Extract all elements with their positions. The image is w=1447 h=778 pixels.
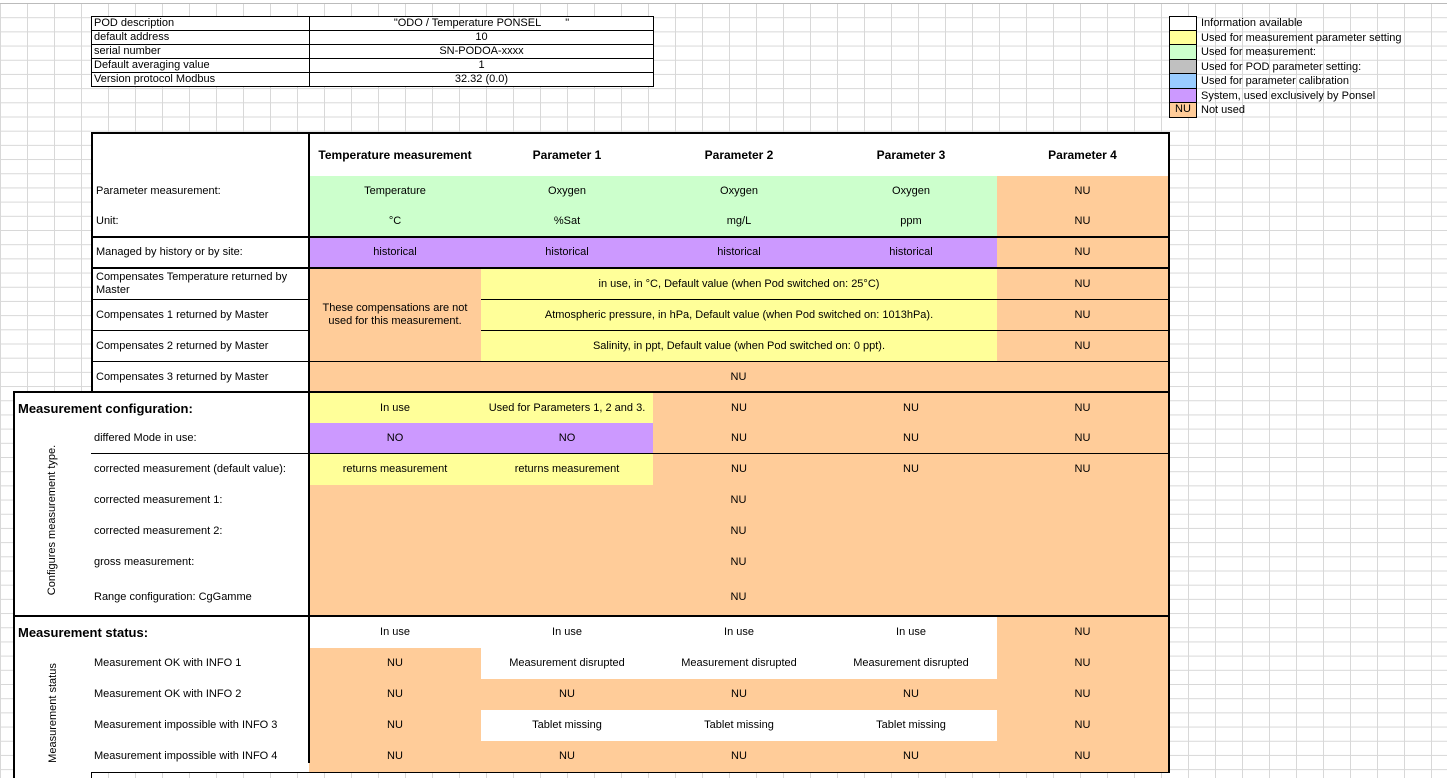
cell-param-measurement[interactable]: Oxygen xyxy=(481,176,654,207)
legend-item xyxy=(1169,16,1402,31)
cell-param-measurement[interactable]: Oxygen xyxy=(653,176,826,207)
row-label-corrected-2[interactable]: corrected measurement 2: xyxy=(91,516,310,548)
legend-swatch[interactable]: NU xyxy=(1169,103,1197,118)
cell-corrected-default[interactable]: NU xyxy=(825,454,998,486)
cell-managed[interactable]: historical xyxy=(825,238,998,269)
info-key[interactable]: POD description xyxy=(92,17,310,31)
cell-gross-measurement[interactable]: NU xyxy=(309,547,1170,579)
cell-info-1[interactable]: Measurement disrupted xyxy=(481,648,654,680)
legend-item xyxy=(1169,45,1402,60)
cell-compensates-3[interactable]: NU xyxy=(309,362,1170,393)
legend-label[interactable]: Used for measurement: xyxy=(1201,46,1316,59)
cell-info-4[interactable]: NU xyxy=(997,741,1170,773)
legend-item xyxy=(1169,89,1402,104)
legend-label[interactable]: Used for parameter calibration xyxy=(1201,75,1349,88)
cell-info-2[interactable]: NU xyxy=(481,679,654,711)
row-label-info-4[interactable]: Measurement impossible with INFO 4 xyxy=(91,741,310,773)
cell-compensates-1[interactable]: Atmospheric pressure, in hPa, Default value (when Pod switched on: 1013hPa). xyxy=(481,300,998,331)
column-divider xyxy=(308,132,310,394)
legend-item xyxy=(1169,74,1402,89)
info-key[interactable]: default address xyxy=(92,31,310,45)
cell-info-2[interactable]: NU xyxy=(309,679,482,711)
legend-item xyxy=(1169,103,1402,118)
cell-corrected-1[interactable]: NU xyxy=(309,485,1170,517)
cell-unit[interactable]: ppm xyxy=(825,206,998,238)
cell-compensates-temperature-p4[interactable]: NU xyxy=(997,269,1170,300)
row-label-differed-mode[interactable]: differed Mode in use: xyxy=(91,423,310,454)
cell-differed-mode[interactable]: NU xyxy=(653,423,826,454)
header-corner[interactable] xyxy=(91,132,310,177)
cell-info-4[interactable]: NU xyxy=(825,741,998,773)
cell-status[interactable]: In use xyxy=(653,617,826,649)
cell-unit[interactable]: %Sat xyxy=(481,206,654,238)
cell-corrected-default[interactable]: returns measurement xyxy=(481,454,654,486)
cell-config[interactable]: NU xyxy=(653,393,826,424)
row-label-info-3[interactable]: Measurement impossible with INFO 3 xyxy=(91,710,310,742)
column-header-temperature[interactable]: Temperature measurement xyxy=(309,132,482,177)
column-header-parameter-2[interactable]: Parameter 2 xyxy=(653,132,826,177)
cell-corrected-default[interactable]: NU xyxy=(653,454,826,486)
cell-compensates-2[interactable]: Salinity, in ppt, Default value (when Pod switched on: 0 ppt). xyxy=(481,331,998,362)
cell-config[interactable]: Used for Parameters 1, 2 and 3. xyxy=(481,393,654,424)
cell-unit[interactable]: mg/L xyxy=(653,206,826,238)
row-label-info-1[interactable]: Measurement OK with INFO 1 xyxy=(91,648,310,680)
info-row xyxy=(92,73,654,87)
column-header-parameter-3[interactable]: Parameter 3 xyxy=(825,132,998,177)
cell-status[interactable]: In use xyxy=(309,617,482,649)
row-label-compensates-2[interactable]: Compensates 2 returned by Master xyxy=(91,331,310,362)
cell-param-measurement[interactable]: Temperature xyxy=(309,176,482,207)
group-label-text: Configures measurement type. xyxy=(46,444,59,596)
legend-swatch[interactable] xyxy=(1169,31,1197,46)
legend-label[interactable]: Information available xyxy=(1201,17,1303,30)
cell-info-4[interactable]: NU xyxy=(481,741,654,773)
cell-info-2[interactable]: NU xyxy=(997,679,1170,711)
cell-info-2[interactable]: NU xyxy=(653,679,826,711)
info-key[interactable]: Default averaging value xyxy=(92,59,310,73)
cell-managed[interactable]: historical xyxy=(653,238,826,269)
legend-swatch[interactable] xyxy=(1169,16,1197,31)
cell-info-2[interactable]: NU xyxy=(825,679,998,711)
row-label-corrected-default[interactable]: corrected measurement (default value): xyxy=(91,454,310,486)
cell-info-1[interactable]: NU xyxy=(309,648,482,680)
cell-info-1[interactable]: NU xyxy=(997,648,1170,680)
column-header-parameter-1[interactable]: Parameter 1 xyxy=(481,132,654,177)
row-label-compensates-1[interactable]: Compensates 1 returned by Master xyxy=(91,300,310,331)
cell-config[interactable]: In use xyxy=(309,393,482,424)
cell-info-3[interactable]: Tablet missing xyxy=(481,710,654,742)
cell-differed-mode[interactable]: NO xyxy=(309,423,482,454)
info-row xyxy=(92,45,654,59)
legend-swatch[interactable] xyxy=(1169,74,1197,89)
cell-info-3[interactable]: NU xyxy=(997,710,1170,742)
row-label-corrected-1[interactable]: corrected measurement 1: xyxy=(91,485,310,517)
section-title-measurement-status[interactable]: Measurement status: xyxy=(13,617,310,649)
legend-item xyxy=(1169,60,1402,75)
pod-info-table xyxy=(91,16,654,87)
legend-swatch[interactable] xyxy=(1169,45,1197,60)
color-legend xyxy=(1169,16,1402,118)
row-label-gross-measurement[interactable]: gross measurement: xyxy=(91,547,310,579)
cell-corrected-2[interactable]: NU xyxy=(309,516,1170,548)
info-value[interactable]: 1 xyxy=(310,59,654,73)
cell-corrected-default[interactable]: NU xyxy=(997,454,1170,486)
cell-compensates-1-p4[interactable]: NU xyxy=(997,300,1170,331)
cell-info-3[interactable]: Tablet missing xyxy=(653,710,826,742)
cell-info-1[interactable]: Measurement disrupted xyxy=(825,648,998,680)
row-label-parameter-measurement[interactable]: Parameter measurement: xyxy=(91,176,310,207)
cell-managed[interactable]: historical xyxy=(481,238,654,269)
cell-info-3[interactable]: NU xyxy=(309,710,482,742)
cell-compensates-temperature[interactable]: in use, in °C, Default value (when Pod switched on: 25°C) xyxy=(481,269,998,300)
cell-corrected-default[interactable]: returns measurement xyxy=(309,454,482,486)
section-title-measurement-configuration[interactable]: Measurement configuration: xyxy=(13,393,310,424)
info-row xyxy=(92,59,654,73)
row-label-compensates-3[interactable]: Compensates 3 returned by Master xyxy=(91,362,310,393)
compensation-note[interactable]: These compensations are not used for this measurement. xyxy=(309,269,482,362)
info-key[interactable]: serial number xyxy=(92,45,310,59)
info-row xyxy=(92,17,654,31)
row-label-range-configuration[interactable]: Range configuration: CgGamme xyxy=(91,578,310,617)
group-label-text: Measurement status xyxy=(46,663,59,763)
legend-label[interactable]: Used for measurement parameter setting xyxy=(1201,31,1402,44)
info-row xyxy=(92,31,654,45)
cell-managed[interactable]: NU xyxy=(997,238,1170,269)
cell-param-measurement[interactable]: Oxygen xyxy=(825,176,998,207)
cell-status[interactable]: In use xyxy=(481,617,654,649)
row-label-unit[interactable]: Unit: xyxy=(91,206,310,238)
info-value[interactable]: 32.32 (0.0) xyxy=(310,73,654,87)
legend-label[interactable]: System, used exclusively by Ponsel xyxy=(1201,89,1376,102)
cell-differed-mode[interactable]: NU xyxy=(997,423,1170,454)
cell-range-configuration[interactable]: NU xyxy=(309,578,1170,617)
cell-param-measurement[interactable]: NU xyxy=(997,176,1170,207)
cell-info-1[interactable]: Measurement disrupted xyxy=(653,648,826,680)
cell-info-4[interactable]: NU xyxy=(653,741,826,773)
info-value[interactable]: SN-PODOA-xxxx xyxy=(310,45,654,59)
row-label-info-2[interactable]: Measurement OK with INFO 2 xyxy=(91,679,310,711)
column-divider xyxy=(308,393,310,763)
cell-config[interactable]: NU xyxy=(825,393,998,424)
cell-managed[interactable]: historical xyxy=(309,238,482,269)
info-value[interactable]: "ODO / Temperature PONSEL " xyxy=(310,17,654,31)
legend-item xyxy=(1169,31,1402,46)
cell-compensates-2-p4[interactable]: NU xyxy=(997,331,1170,362)
row-label-compensates-temperature[interactable]: Compensates Temperature returned by Master xyxy=(91,269,310,300)
sheet-top-edge xyxy=(0,0,1447,4)
cell-status[interactable]: NU xyxy=(997,617,1170,649)
legend-swatch[interactable] xyxy=(1169,89,1197,104)
column-header-parameter-4[interactable]: Parameter 4 xyxy=(997,132,1170,177)
cell-status[interactable]: In use xyxy=(825,617,998,649)
cell-differed-mode[interactable]: NU xyxy=(825,423,998,454)
cell-config[interactable]: NU xyxy=(997,393,1170,424)
cell-unit[interactable]: °C xyxy=(309,206,482,238)
cell-info-4[interactable]: NU xyxy=(309,741,482,773)
info-key[interactable]: Version protocol Modbus xyxy=(92,73,310,87)
cell-info-3[interactable]: Tablet missing xyxy=(825,710,998,742)
cell-unit[interactable]: NU xyxy=(997,206,1170,238)
info-value[interactable]: 10 xyxy=(310,31,654,45)
legend-swatch[interactable] xyxy=(1169,60,1197,75)
legend-label[interactable]: Not used xyxy=(1201,104,1246,117)
legend-label[interactable]: Used for POD parameter setting: xyxy=(1201,60,1362,73)
row-label-managed[interactable]: Managed by history or by site: xyxy=(91,238,310,269)
cell-differed-mode[interactable]: NO xyxy=(481,423,654,454)
